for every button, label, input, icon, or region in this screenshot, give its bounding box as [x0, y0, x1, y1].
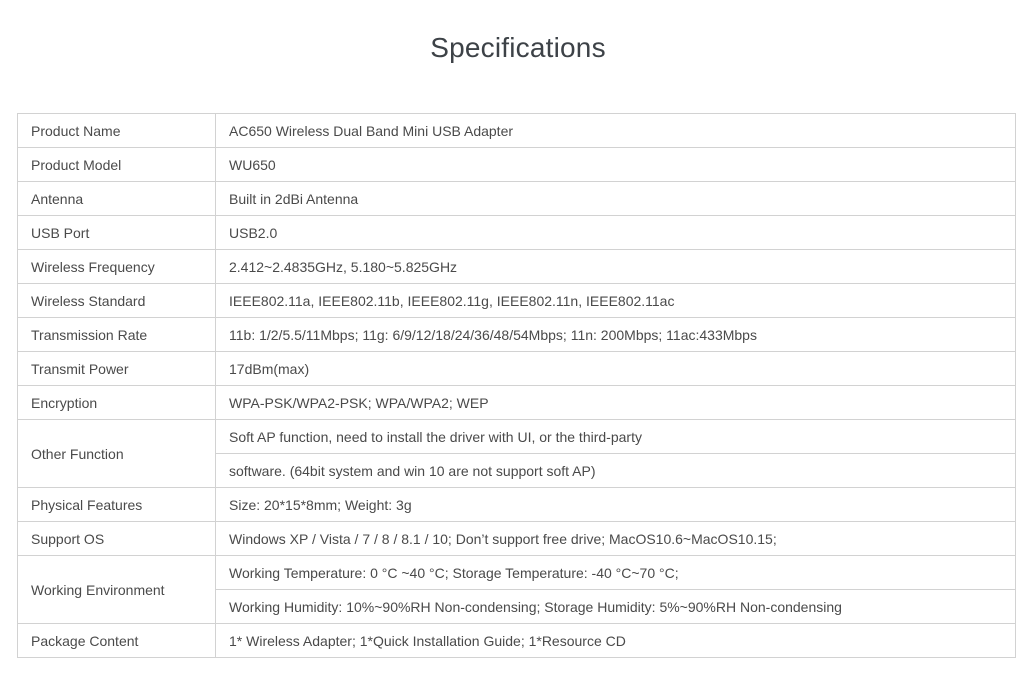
table-row	[18, 182, 1016, 216]
spec-value: Working Humidity: 10%~90%RH Non-condensing; Storage Humidity: 5%~90%RH Non-condensing	[216, 590, 1016, 624]
table-row	[18, 148, 1016, 182]
spec-value: 2.412~2.4835GHz, 5.180~5.825GHz	[216, 250, 1016, 284]
spec-value: Working Temperature: 0 °C ~40 °C; Storage Temperature: -40 °C~70 °C;	[216, 556, 1016, 590]
table-row	[18, 556, 1016, 590]
spec-label: Wireless Standard	[18, 284, 216, 318]
table-row	[18, 250, 1016, 284]
spec-value: 17dBm(max)	[216, 352, 1016, 386]
spec-label: Support OS	[18, 522, 216, 556]
spec-value: software. (64bit system and win 10 are not support soft AP)	[216, 454, 1016, 488]
spec-label: Antenna	[18, 182, 216, 216]
spec-value: IEEE802.11a, IEEE802.11b, IEEE802.11g, IEEE802.11n, IEEE802.11ac	[216, 284, 1016, 318]
table-row	[18, 624, 1016, 658]
spec-label: Physical Features	[18, 488, 216, 522]
spec-label: Package Content	[18, 624, 216, 658]
table-row	[18, 420, 1016, 454]
table-row	[18, 352, 1016, 386]
table-row	[18, 216, 1016, 250]
spec-label: Wireless Frequency	[18, 250, 216, 284]
table-row	[18, 284, 1016, 318]
table-row	[18, 488, 1016, 522]
spec-value: AC650 Wireless Dual Band Mini USB Adapter	[216, 114, 1016, 148]
spec-value: Windows XP / Vista / 7 / 8 / 8.1 / 10; Don’t support free drive; MacOS10.6~MacOS10.15;	[216, 522, 1016, 556]
spec-label: USB Port	[18, 216, 216, 250]
page-title: Specifications	[430, 32, 606, 63]
table-row	[18, 522, 1016, 556]
spec-label: Working Environment	[18, 556, 216, 624]
table-row	[18, 318, 1016, 352]
spec-value: WPA-PSK/WPA2-PSK; WPA/WPA2; WEP	[216, 386, 1016, 420]
spec-value: WU650	[216, 148, 1016, 182]
spec-value: Built in 2dBi Antenna	[216, 182, 1016, 216]
table-row	[18, 114, 1016, 148]
spec-value: 11b: 1/2/5.5/11Mbps; 11g: 6/9/12/18/24/36/48/54Mbps; 11n: 200Mbps; 11ac:433Mbps	[216, 318, 1016, 352]
spec-label: Other Function	[18, 420, 216, 488]
spec-value: 1* Wireless Adapter; 1*Quick Installation Guide; 1*Resource CD	[216, 624, 1016, 658]
table-row	[18, 386, 1016, 420]
spec-value: Soft AP function, need to install the driver with UI, or the third-party	[216, 420, 1016, 454]
spec-label: Product Name	[18, 114, 216, 148]
specifications-table	[17, 113, 1016, 658]
spec-label: Transmission Rate	[18, 318, 216, 352]
spec-label: Encryption	[18, 386, 216, 420]
spec-value: Size: 20*15*8mm; Weight: 3g	[216, 488, 1016, 522]
spec-label: Transmit Power	[18, 352, 216, 386]
spec-value: USB2.0	[216, 216, 1016, 250]
spec-label: Product Model	[18, 148, 216, 182]
